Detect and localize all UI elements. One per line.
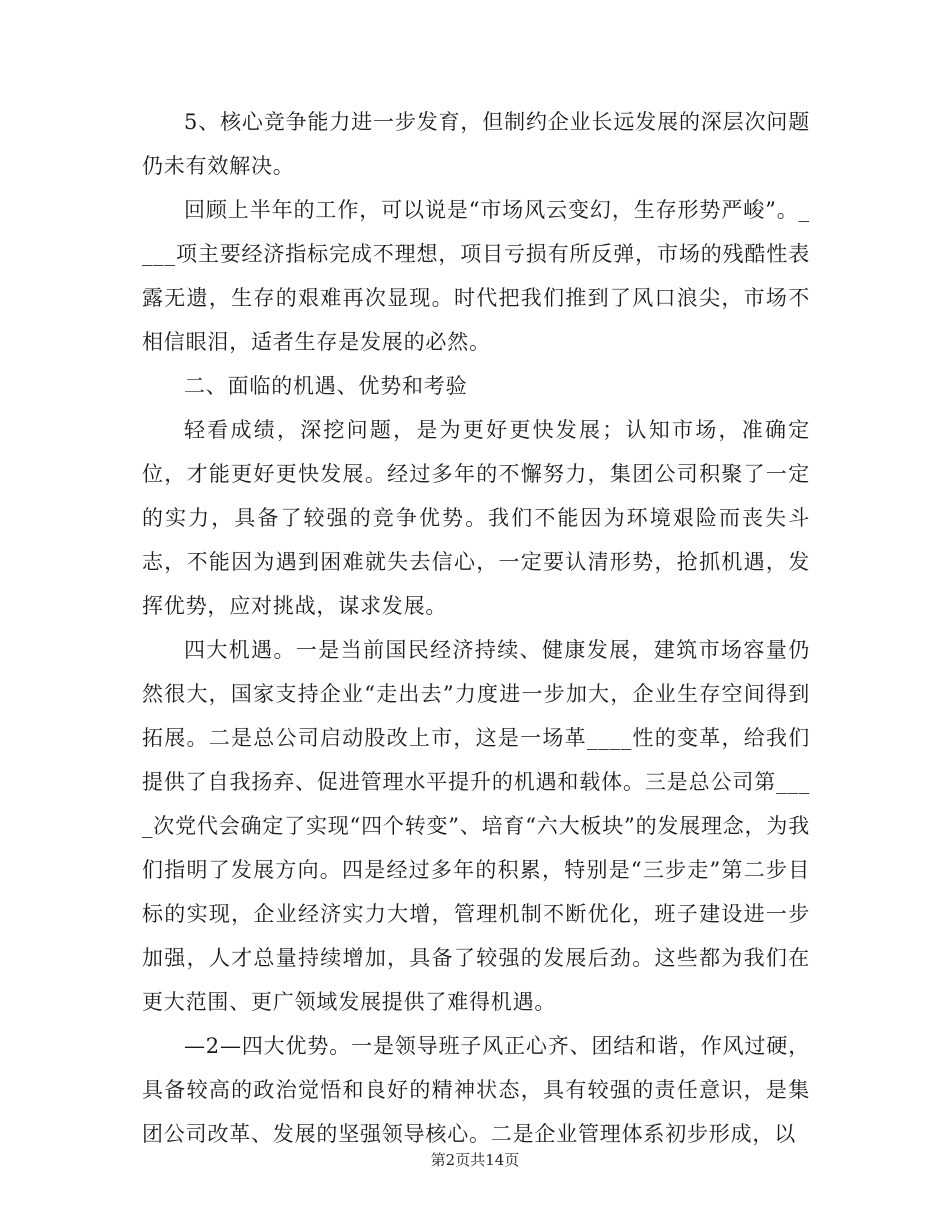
paragraph-four-advantages: —2—四大优势。一是领导班子风正心齐、团结和谐，作风过硬，具备较高的政治觉悟和良好的精神状态，具有较强的责任意识，是集团公司改革、发展的坚强领导核心。二是企业管理体系初步形成，以 [142,1034,810,1146]
section-heading-opportunities: 二、面临的机遇、优势和考验 [184,374,468,398]
page-number-footer: 第2页共14页 [430,1151,520,1169]
document-body [142,100,810,1156]
paragraph-four-opportunities: 四大机遇。一是当前国民经济持续、健康发展，建筑市场容量仍然很大，国家支持企业“走出去”力度进一步加大，企业生存空间得到拓展。二是总公司启动股改上市，这是一场革____性的变革，给我们提供了自我扬弃、促进管理水平提升的机遇和载体。三是总公司第____次党代会确定了实现“四个转变”、培育“六大板块”的发展理念，为我们指明了发展方向。四是经过多年的积累，特别是“三步走”第二步目标的实现，企业经济实力大增，管理机制不断优化，班子建设进一步加强，人才总量持续增加，具备了较强的发展后劲。这些都为我们在更大范围、更广领域发展提供了难得机遇。 [142,638,810,1014]
paragraph-core-competence: 5、核心竞争能力进一步发育，但制约企业长远发展的深层次问题仍未有效解决。 [142,110,810,178]
paragraph-strengths: 轻看成绩，深挖问题，是为更好更快发展；认知市场，准确定位，才能更好更快发展。经过多年的不懈努力，集团公司积聚了一定的实力，具备了较强的竞争优势。我们不能因为环境艰险而丧失斗志，不能因为遇到困难就失去信心，一定要认清形势，抢抓机遇，发挥优势，应对挑战，谋求发展。 [142,418,810,618]
paragraph-half-year-review: 回顾上半年的工作，可以说是“市场风云变幻，生存形势严峻”。____项主要经济指标完成不理想，项目亏损有所反弹，市场的残酷性表露无遗，生存的艰难再次显现。时代把我们推到了风口浪尖，市场不相信眼泪，适者生存是发展的必然。 [142,198,810,354]
